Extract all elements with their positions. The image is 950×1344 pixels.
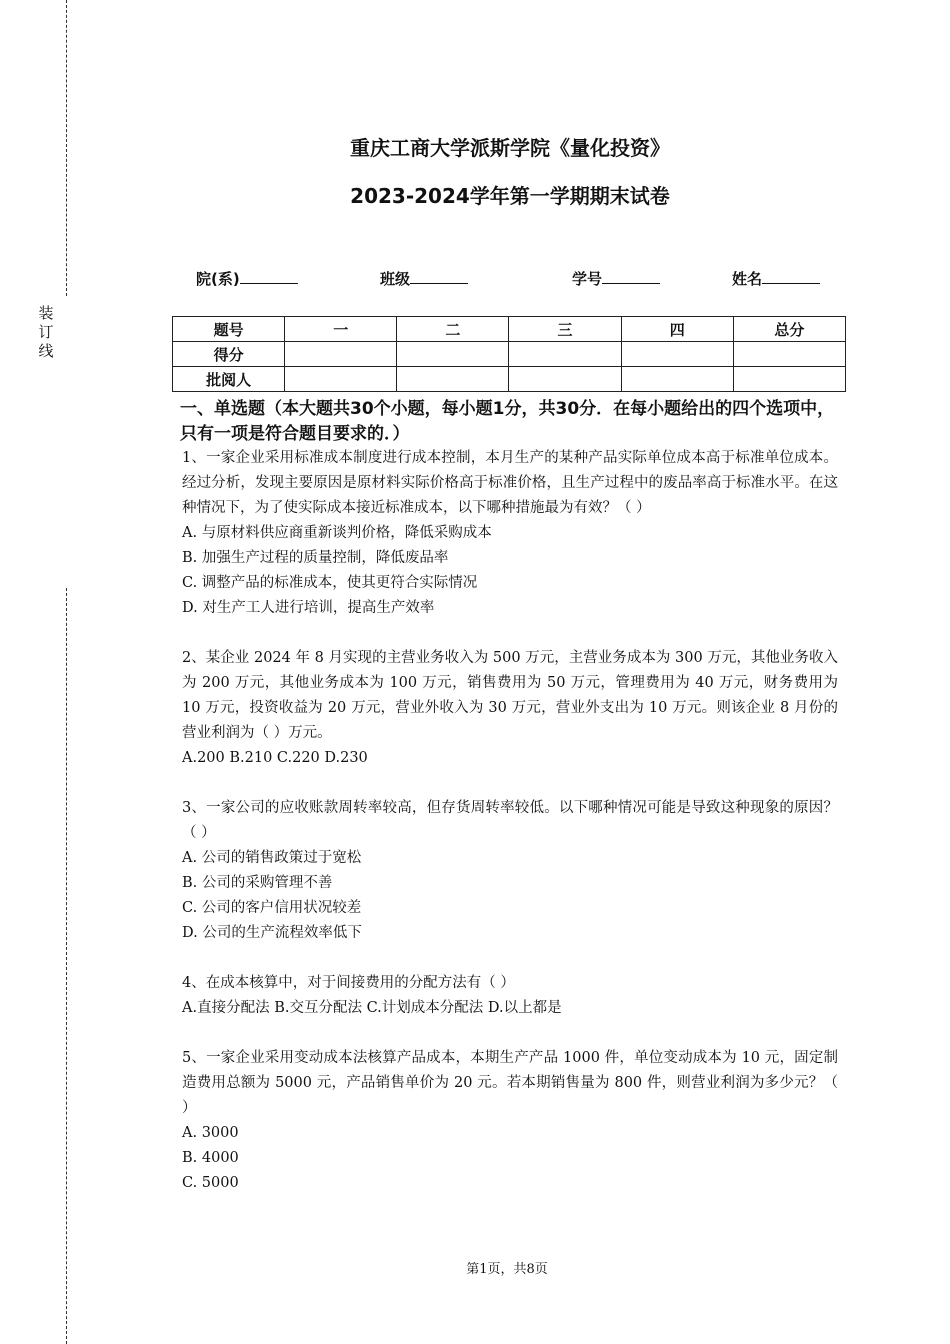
student-id-field[interactable] — [572, 268, 660, 289]
question-stem: 3、一家公司的应收账款周转率较高，但存货周转率较低。以下哪种情况可能是导致这种现象的原因？（ ） — [182, 800, 838, 841]
score-cell[interactable] — [509, 342, 621, 367]
question-option: A. 与原材料供应商重新谈判价格，降低采购成本 — [182, 525, 492, 541]
grader-row-label: 批阅人 — [173, 367, 285, 392]
grader-cell[interactable] — [397, 367, 509, 392]
exam-title-line1: 重庆工商大学派斯学院《量化投资》 — [350, 136, 670, 160]
question-2 — [182, 646, 838, 771]
binding-label — [36, 304, 56, 361]
score-header-cell: 题号 — [173, 317, 285, 342]
student-id-blank[interactable] — [602, 269, 660, 284]
question-5 — [182, 1046, 838, 1196]
score-header-cell: 二 — [397, 317, 509, 342]
department-label: 院(系) — [196, 270, 240, 288]
question-option: A. 公司的销售政策过于宽松 — [182, 850, 362, 866]
question-option: A.直接分配法 B.交互分配法 C.计划成本分配法 D.以上都是 — [182, 1000, 562, 1016]
score-table-header-row — [173, 317, 846, 342]
question-option: B. 4000 — [182, 1150, 239, 1166]
name-label: 姓名 — [732, 270, 763, 288]
score-table — [172, 316, 846, 392]
score-header-cell: 一 — [285, 317, 397, 342]
question-1 — [182, 446, 838, 621]
question-option: C. 5000 — [182, 1175, 239, 1191]
score-cell[interactable] — [733, 342, 845, 367]
question-stem: 4、在成本核算中，对于间接费用的分配方法有（ ） — [182, 975, 515, 991]
question-3 — [182, 796, 838, 946]
section-heading: 一、单选题（本大题共30个小题，每小题1分，共30分．在每小题给出的四个选项中，只有一项是符合题目要求的．） — [180, 399, 835, 444]
score-header-cell: 三 — [509, 317, 621, 342]
question-stem: 2、某企业 2024 年 8 月实现的主营业务收入为 500 万元，主营业务成本为 300 万元，其他业务收入为 200 万元，其他业务成本为 100 万元，销售费用为 50 万元，管理费用为 40 万元，财务费用为 10 万元，投资收益为 20 万元，营业外收入为 30 万元，营业外支出为 10 万元。则该企业 8 月份的营业利润为（ ）万元。 — [182, 650, 838, 741]
questions-container — [182, 446, 838, 1221]
question-option: D. 对生产工人进行培训，提高生产效率 — [182, 600, 435, 616]
score-cell[interactable] — [397, 342, 509, 367]
name-blank[interactable] — [762, 269, 820, 284]
question-option: A.200 B.210 C.220 D.230 — [182, 750, 368, 766]
question-option: B. 加强生产过程的质量控制，降低废品率 — [182, 550, 449, 566]
grader-cell[interactable] — [733, 367, 845, 392]
class-label: 班级 — [380, 270, 411, 288]
exam-title-line2: 2023-2024学年第一学期期末试卷 — [350, 184, 670, 208]
question-option: D. 公司的生产流程效率低下 — [182, 925, 362, 941]
question-stem: 1、一家企业采用标准成本制度进行成本控制，本月生产的某种产品实际单位成本高于标准单位成本。经过分析，发现主要原因是原材料实际价格高于标准价格，且生产过程中的废品率高于标准水平。在这种情况下，为了使实际成本接近标准成本，以下哪种措施最为有效？（ ） — [182, 450, 838, 516]
department-blank[interactable] — [240, 269, 298, 284]
score-header-cell: 总分 — [733, 317, 845, 342]
class-blank[interactable] — [410, 269, 468, 284]
page-number: 第1页，共8页 — [466, 1262, 548, 1277]
class-field[interactable] — [380, 268, 468, 289]
binding-label-text: 装 订 线 — [38, 304, 54, 360]
question-option: A. 3000 — [182, 1125, 239, 1141]
grader-cell[interactable] — [285, 367, 397, 392]
grader-cell[interactable] — [509, 367, 621, 392]
student-id-label: 学号 — [572, 270, 603, 288]
grader-cell[interactable] — [621, 367, 733, 392]
question-option: B. 公司的采购管理不善 — [182, 875, 333, 891]
score-table-score-row — [173, 342, 846, 367]
question-option: C. 调整产品的标准成本，使其更符合实际情况 — [182, 575, 478, 591]
score-header-cell: 四 — [621, 317, 733, 342]
question-option: C. 公司的客户信用状况较差 — [182, 900, 362, 916]
department-field[interactable] — [196, 268, 298, 289]
score-cell[interactable] — [621, 342, 733, 367]
score-cell[interactable] — [285, 342, 397, 367]
binding-dashed-line-bottom — [66, 588, 67, 1344]
question-stem: 5、一家企业采用变动成本法核算产品成本，本期生产产品 1000 件，单位变动成本为 10 元，固定制造费用总额为 5000 元，产品销售单价为 20 元。若本期销售量为 800 件，则营业利润为多少元？（ ） — [182, 1050, 838, 1116]
question-4 — [182, 971, 838, 1021]
score-table-grader-row — [173, 367, 846, 392]
name-field[interactable] — [732, 268, 820, 289]
score-row-label: 得分 — [173, 342, 285, 367]
